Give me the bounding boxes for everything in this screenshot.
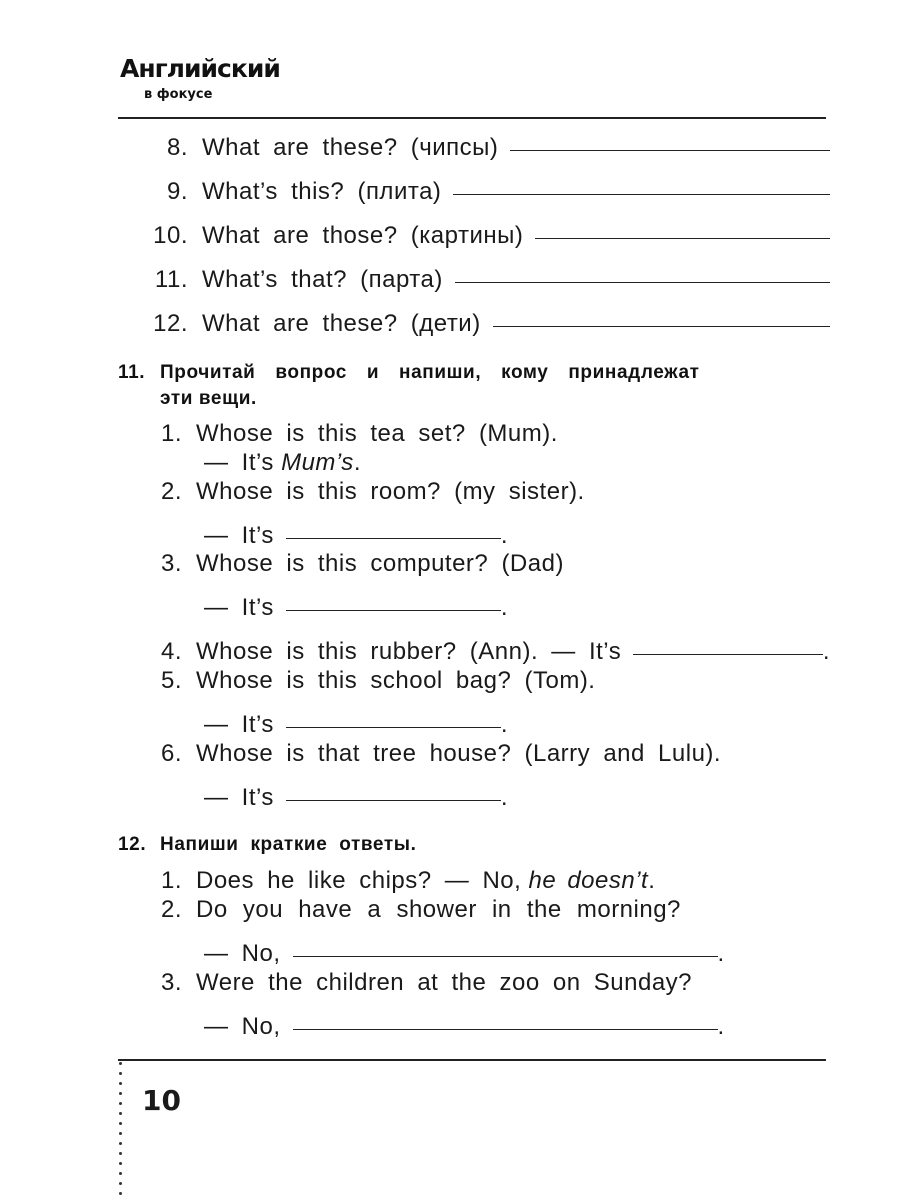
question-text: Whose is that tree house? (Larry and Lulu). bbox=[196, 740, 722, 767]
list-item: 3. Were the children at the zoo on Sunday? bbox=[160, 969, 693, 996]
question-text: Whose is this room? (my sister). bbox=[196, 478, 585, 505]
book-logo bbox=[120, 54, 280, 110]
question-text: Whose is this computer? (Dad) bbox=[196, 550, 564, 577]
exercise-number: 12. bbox=[118, 834, 147, 855]
answer-row: — No, . bbox=[204, 940, 725, 967]
logo-subtitle: в фокусе bbox=[144, 87, 213, 102]
answer-blank[interactable] bbox=[453, 193, 830, 195]
list-item: 9. What’s this? (плита) bbox=[150, 177, 830, 207]
footer-rule bbox=[118, 1059, 826, 1061]
page-number: 10 bbox=[142, 1084, 181, 1117]
list-item: 1. Does he like chips? — No, he doesn’t . bbox=[160, 867, 656, 894]
question-text: Whose is this school bag? (Tom). bbox=[196, 667, 596, 694]
answer-blank[interactable] bbox=[286, 537, 501, 539]
list-item: 5. Whose is this school bag? (Tom). bbox=[160, 667, 596, 694]
answer-blank[interactable] bbox=[293, 955, 718, 957]
question-text: What’s that? (парта) bbox=[202, 266, 443, 293]
margin-dot bbox=[119, 1182, 122, 1185]
sample-answer: Mum’s bbox=[281, 449, 354, 476]
exercise-12-heading bbox=[118, 832, 416, 858]
margin-dot bbox=[119, 1092, 122, 1095]
answer-blank[interactable] bbox=[293, 1028, 718, 1030]
answer-blank[interactable] bbox=[286, 799, 501, 801]
answer-row: — It’s . bbox=[204, 594, 509, 621]
question-text: What are those? (картины) bbox=[202, 222, 524, 249]
margin-dot bbox=[119, 1062, 122, 1065]
answer-row: — It’s Mum’s . bbox=[204, 449, 361, 476]
list-item: 2. Whose is this room? (my sister). bbox=[160, 478, 585, 505]
list-item: 8. What are these? (чипсы) bbox=[150, 133, 830, 163]
margin-dot bbox=[119, 1162, 122, 1165]
answer-blank[interactable] bbox=[286, 726, 501, 728]
margin-dot bbox=[119, 1122, 122, 1125]
list-item: 10. What are those? (картины) bbox=[150, 221, 830, 251]
list-item: 1. Whose is this tea set? (Mum). bbox=[160, 420, 558, 447]
answer-blank[interactable] bbox=[535, 237, 830, 239]
answer-blank[interactable] bbox=[510, 149, 830, 151]
question-text: Does he like chips? — No, bbox=[196, 867, 522, 894]
logo-title: Английский bbox=[120, 54, 280, 83]
sample-answer: he doesn’t bbox=[528, 867, 649, 894]
exercise-title: Напиши краткие ответы. bbox=[160, 834, 417, 855]
list-item: 3. Whose is this computer? (Dad) bbox=[160, 550, 564, 577]
answer-blank[interactable] bbox=[633, 653, 823, 655]
list-item: 6. Whose is that tree house? (Larry and Lulu). bbox=[160, 740, 722, 767]
margin-dot bbox=[119, 1142, 122, 1145]
answer-row: — No, . bbox=[204, 1013, 725, 1040]
margin-dot bbox=[119, 1072, 122, 1075]
answer-blank[interactable] bbox=[493, 325, 830, 327]
dotted-margin-line bbox=[119, 1062, 123, 1200]
margin-dot bbox=[119, 1152, 122, 1155]
question-text: Whose is this rubber? (Ann). — It’s bbox=[196, 638, 622, 665]
question-text: Whose is this tea set? (Mum). bbox=[196, 420, 558, 447]
answer-row: — It’s . bbox=[204, 711, 509, 738]
list-item: 12. What are these? (дети) bbox=[150, 309, 830, 339]
exercise-title-cont: эти вещи. bbox=[160, 388, 257, 409]
question-text: Were the children at the zoo on Sunday? bbox=[196, 969, 693, 996]
margin-dot bbox=[119, 1132, 122, 1135]
exercise-title: Прочитай вопрос и напиши, кому принадлежат bbox=[160, 362, 700, 383]
question-text: What are these? (чипсы) bbox=[202, 134, 499, 161]
margin-dot bbox=[119, 1082, 122, 1085]
list-item: 2. Do you have a shower in the morning? bbox=[160, 896, 681, 923]
header-rule bbox=[118, 117, 826, 119]
margin-dot bbox=[119, 1112, 122, 1115]
answer-row: — It’s . bbox=[204, 784, 509, 811]
question-text: What are these? (дети) bbox=[202, 310, 481, 337]
list-item: 11. What’s that? (парта) bbox=[150, 265, 830, 295]
answer-blank[interactable] bbox=[286, 609, 501, 611]
margin-dot bbox=[119, 1102, 122, 1105]
margin-dot bbox=[119, 1192, 122, 1195]
question-text: Do you have a shower in the morning? bbox=[196, 896, 681, 923]
list-item: 4. Whose is this rubber? (Ann). — It’s . bbox=[160, 638, 830, 665]
question-text: What’s this? (плита) bbox=[202, 178, 442, 205]
answer-blank[interactable] bbox=[455, 281, 830, 283]
answer-row: — It’s . bbox=[204, 522, 509, 549]
margin-dot bbox=[119, 1172, 122, 1175]
exercise-number: 11. bbox=[118, 362, 146, 383]
exercise-11-heading bbox=[118, 360, 830, 412]
